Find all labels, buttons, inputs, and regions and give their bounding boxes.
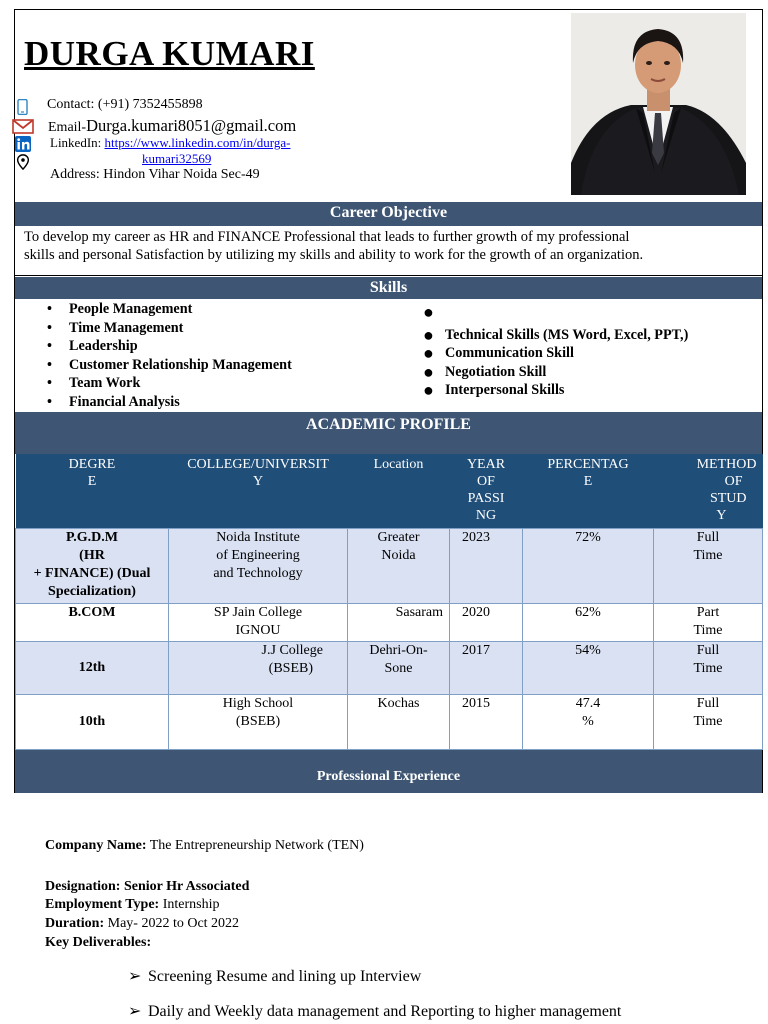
header-year: YEAR OF PASSI NG	[450, 454, 523, 529]
duration-value: May- 2022 to Oct 2022	[104, 916, 240, 931]
table-row	[16, 604, 763, 642]
skill-label: Team Work	[69, 375, 141, 392]
profile-photo	[571, 13, 746, 195]
header-degree: DEGRE E	[16, 454, 169, 529]
header-location: Location	[348, 454, 450, 529]
percent-cell: 62%	[523, 604, 654, 642]
location-cell: Kochas	[348, 695, 450, 750]
company-label: Company Name:	[45, 838, 147, 853]
year-cell: 2017	[450, 642, 523, 695]
degree-cell: B.COM	[16, 604, 169, 642]
linkedin-icon	[14, 136, 32, 152]
degree-cell: 12th	[16, 642, 169, 695]
linkedin-link[interactable]: https://www.linkedin.com/in/durga-	[104, 135, 291, 150]
designation-line: Designation: Senior Hr Associated	[45, 879, 250, 894]
skill-item	[47, 393, 292, 412]
skills-right-list	[423, 302, 689, 401]
duration-line	[45, 916, 239, 932]
location-cell: Sasaram	[348, 604, 450, 642]
college-cell: J.J College (BSEB)	[169, 642, 348, 695]
location-cell: Dehri-On- Sone	[348, 642, 450, 695]
contact-linkedin	[50, 135, 290, 151]
career-objective-text	[24, 228, 724, 264]
skill-item	[47, 319, 292, 338]
skill-label: Customer Relationship Management	[69, 356, 292, 373]
bullet: ●	[423, 361, 434, 382]
header-percentage: PERCENTAG E	[523, 454, 654, 529]
career-objective-heading: Career Objective	[15, 202, 762, 226]
bullet: •	[47, 319, 52, 336]
skill-label: Financial Analysis	[69, 393, 180, 410]
skill-label: Leadership	[69, 338, 138, 355]
deliverable-text: Daily and Weekly data management and Reporting to higher management	[148, 1003, 622, 1020]
employment-type: Internship	[159, 897, 220, 912]
college-cell: Noida Institute of Engineering and Technology	[169, 529, 348, 604]
method-cell: Full Time	[654, 642, 763, 695]
contact-email	[48, 116, 296, 136]
skill-label: Negotiation Skill	[445, 363, 547, 380]
objective-line-1: To develop my career as HR and FINANCE Professional that leads to further growth of my professional	[24, 229, 630, 245]
percent-cell: 72%	[523, 529, 654, 604]
email-address[interactable]: Durga.kumari8051@gmail.com	[86, 116, 297, 135]
deliverable-text: Screening Resume and lining up Interview	[148, 968, 422, 985]
skill-item	[423, 302, 688, 322]
skill-item	[47, 300, 292, 319]
deliverables-label: Key Deliverables:	[45, 935, 152, 950]
college-cell: SP Jain College IGNOU	[169, 604, 348, 642]
table-row	[16, 695, 763, 750]
percent-cell: 54%	[523, 642, 654, 695]
company-name: The Entrepreneurship Network (TEN)	[146, 838, 364, 853]
method-cell: Part Time	[654, 604, 763, 642]
duration-label: Duration:	[45, 916, 105, 931]
skill-item	[47, 356, 292, 375]
skill-label: Interpersonal Skills	[445, 382, 565, 399]
skill-item	[47, 337, 292, 356]
bullet: ●	[423, 324, 434, 345]
professional-experience-heading: Professional Experience	[15, 750, 762, 793]
deliverable-item	[128, 966, 421, 986]
percent-cell: 47.4 %	[523, 695, 654, 750]
linkedin-link-cont[interactable]: kumari32569	[142, 151, 212, 166]
skill-item	[423, 380, 688, 401]
method-cell: Full Time	[654, 695, 763, 750]
bullet: •	[47, 393, 52, 410]
bullet: •	[47, 301, 52, 317]
bullet: •	[47, 375, 52, 392]
table-row	[16, 529, 763, 604]
divider	[15, 275, 762, 276]
table-row	[16, 642, 763, 695]
deliverable-item	[128, 1001, 621, 1021]
skill-item	[423, 324, 689, 345]
employment-line	[45, 897, 219, 913]
method-cell: Full Time	[654, 529, 763, 604]
bullet: •	[47, 338, 52, 355]
contact-phone: Contact: (+91) 7352455898	[47, 97, 203, 112]
bullet: ●	[423, 302, 434, 322]
academic-table	[15, 454, 763, 750]
skill-label: Communication Skill	[445, 345, 574, 362]
contact-address: Address: Hindon Vihar Noida Sec-49	[50, 167, 260, 182]
degree-cell: 10th	[16, 695, 169, 750]
skill-label: Time Management	[69, 319, 184, 336]
phone-icon	[14, 99, 32, 115]
skill-item	[47, 374, 292, 393]
college-cell: High School (BSEB)	[169, 695, 348, 750]
table-header-row	[16, 454, 763, 529]
arrow-bullet-icon: ➢	[128, 968, 142, 985]
skill-item	[423, 361, 688, 382]
skill-label: People Management	[69, 301, 193, 317]
arrow-bullet-icon: ➢	[128, 1003, 142, 1020]
year-cell: 2020	[450, 604, 523, 642]
contact-linkedin-cont	[142, 151, 211, 167]
skill-label: Technical Skills (MS Word, Excel, PPT,)	[445, 326, 689, 343]
skill-item	[423, 343, 688, 364]
employment-label: Employment Type:	[45, 897, 160, 912]
location-cell: Greater Noida	[348, 529, 450, 604]
skills-left-list	[47, 300, 292, 412]
academic-profile-heading: ACADEMIC PROFILE	[15, 412, 762, 454]
company-line	[45, 838, 364, 854]
linkedin-label: LinkedIn:	[50, 135, 105, 150]
header-method: METHOD OF STUD Y	[654, 454, 763, 529]
location-pin-icon	[14, 154, 32, 170]
degree-cell: P.G.D.M (HR + FINANCE) (Dual Specialization)	[16, 529, 169, 604]
year-cell: 2015	[450, 695, 523, 750]
skills-heading: Skills	[15, 277, 762, 299]
year-cell: 2023	[450, 529, 523, 604]
header-college: COLLEGE/UNIVERSIT Y	[169, 454, 348, 529]
objective-line-2: skills and personal Satisfaction by utilizing my skills and ability to work for the growth of an organization.	[24, 247, 644, 263]
email-prefix: Email-	[48, 120, 87, 135]
mail-icon	[12, 118, 34, 134]
bullet: ●	[423, 343, 434, 364]
candidate-name: DURGA KUMARI	[24, 34, 315, 73]
bullet: •	[47, 356, 52, 373]
bullet: ●	[423, 380, 434, 401]
